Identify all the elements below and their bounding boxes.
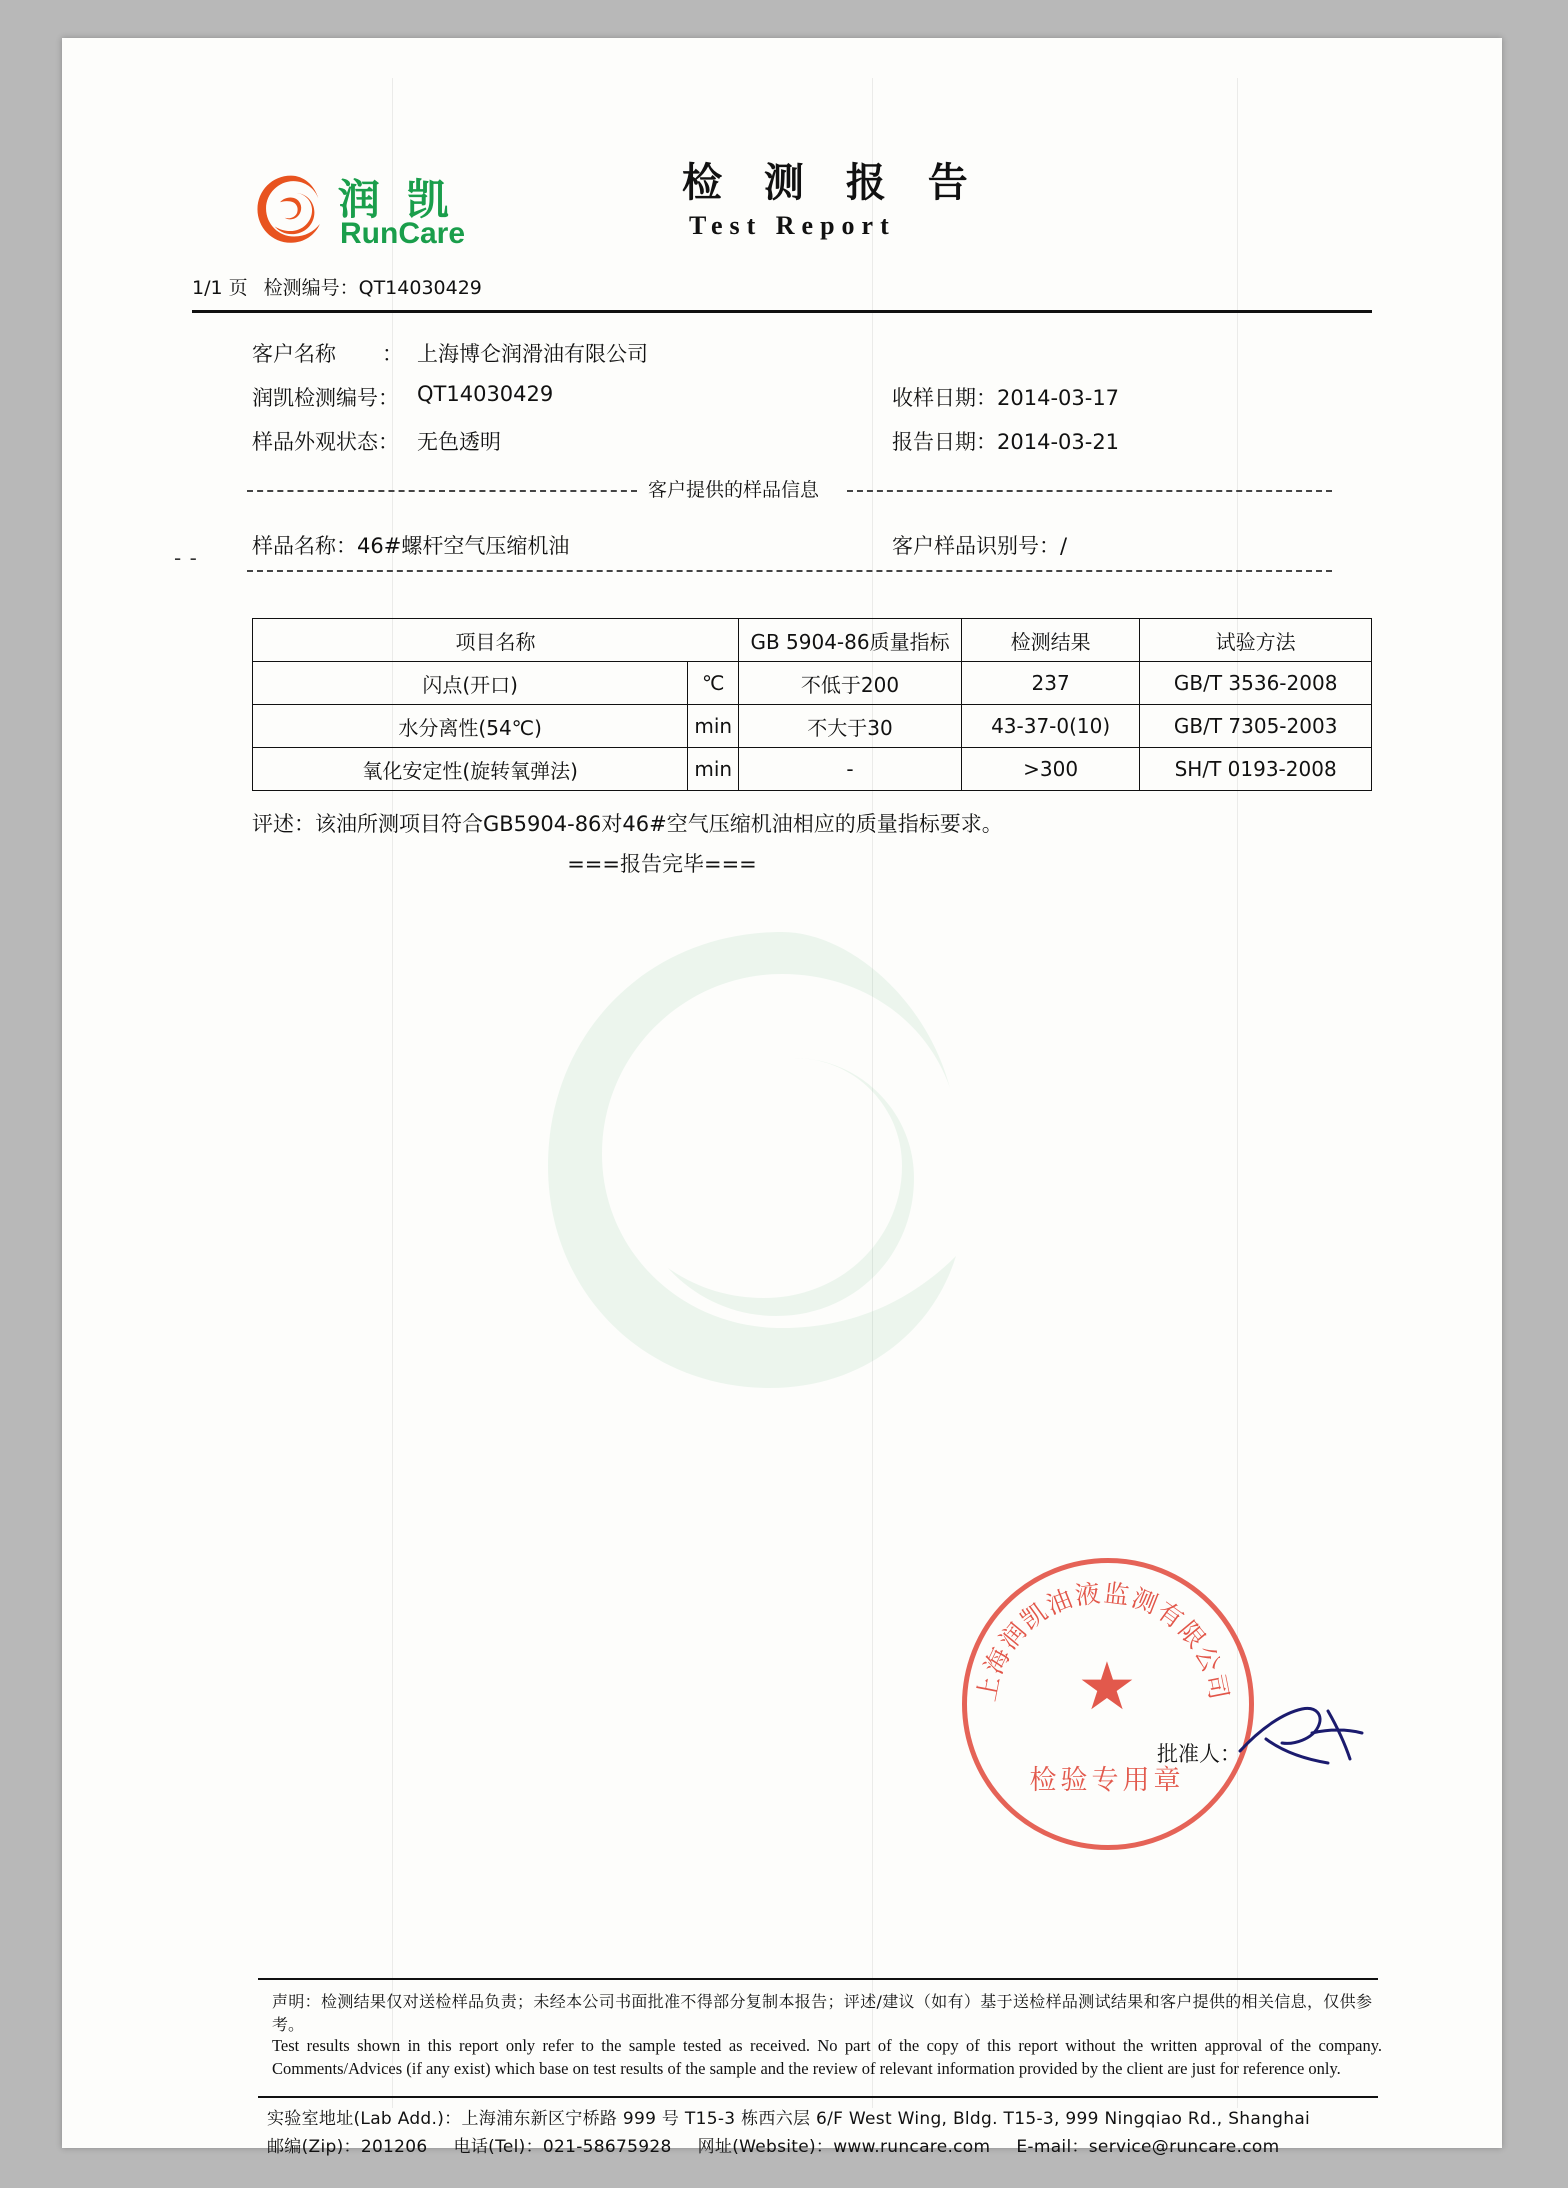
info-row-report-no xyxy=(192,382,1372,426)
left-dash-marks: - - xyxy=(174,546,198,570)
dash-line-top-right xyxy=(847,490,1332,492)
stamp-bottom-text: 检验专用章 xyxy=(1029,1765,1185,1797)
end-of-report-mark: ===报告完毕=== xyxy=(567,852,757,876)
page-title-en: Test Report xyxy=(689,211,896,240)
report-no-value: QT14030429 xyxy=(417,382,554,406)
runcare-logo-icon xyxy=(252,171,330,249)
report-number-header: 检测编号：QT14030429 xyxy=(263,277,482,299)
cell-result: 43-37-0(10) xyxy=(961,705,1139,748)
table-row xyxy=(253,662,1372,705)
info-row-appearance xyxy=(192,426,1372,470)
logo-text-en: RunCare xyxy=(340,217,466,250)
cell-item: 水分离性(54℃) xyxy=(253,705,688,748)
cell-item: 闪点(开口) xyxy=(253,662,688,705)
svg-text:上海润凯油液监测有限公司: 上海润凯油液监测有限公司 xyxy=(971,1578,1235,1704)
customer-colon: ： xyxy=(382,342,403,366)
contact-line xyxy=(267,2132,1279,2157)
cell-method: SH/T 0193-2008 xyxy=(1140,748,1372,791)
zip-code: 邮编(Zip)：201206 xyxy=(267,2137,428,2157)
remark-text: 评述：该油所测项目符合GB5904-86对46#空气压缩机油相应的质量指标要求。 xyxy=(252,812,1003,836)
results-table xyxy=(252,618,1372,791)
customer-value: 上海博仑润滑油有限公司 xyxy=(417,342,648,366)
page-number: 1/1 页 xyxy=(192,277,248,299)
customer-label: 客户名称 xyxy=(252,342,336,366)
cell-spec: 不大于30 xyxy=(739,705,962,748)
cell-unit: min xyxy=(688,705,739,748)
table-row xyxy=(253,705,1372,748)
th-item: 项目名称 xyxy=(253,619,739,662)
lab-address: 实验室地址(Lab Add.)：上海浦东新区宁桥路 999 号 T15-3 栋西六层 6/F West Wing, Bldg. T15-3, 999 Ningqiao Rd., Shanghai xyxy=(267,2109,1311,2129)
report-no-label: 润凯检测编号： xyxy=(252,386,399,410)
email[interactable]: E-mail：service@runcare.com xyxy=(1016,2137,1280,2157)
company-logo xyxy=(252,161,552,271)
page-title-cn: 检 测 报 告 xyxy=(682,160,982,206)
th-method: 试验方法 xyxy=(1140,619,1372,662)
cell-item: 氧化安定性(旋转氧弹法) xyxy=(253,748,688,791)
footer-statement-en: Test results shown in this report only refer to the sample tested as received. No part of the copy of this report without the written approval of the company. Comments/Advices (if any exist) which base on test results of the sample and the review of relevant information provided by the client are just for reference only. xyxy=(272,2036,1382,2079)
report-date: 报告日期：2014-03-21 xyxy=(892,430,1120,454)
info-block xyxy=(192,338,1372,470)
table-row xyxy=(253,748,1372,791)
footer-divider-top xyxy=(258,1978,1378,1980)
report-header xyxy=(192,143,1372,299)
provided-sample-block xyxy=(192,479,1372,600)
dash-line-bottom xyxy=(247,570,1332,572)
dash-line-top-left xyxy=(247,490,637,492)
approver-label: 批准人： xyxy=(1157,1742,1241,1766)
official-stamp xyxy=(962,1558,1252,1848)
table-header-row xyxy=(253,619,1372,662)
th-result: 检测结果 xyxy=(961,619,1139,662)
sample-id: 客户样品识别号：/ xyxy=(892,534,1068,558)
report-paper xyxy=(62,38,1502,2157)
header-divider xyxy=(192,310,1372,313)
page-number-line xyxy=(192,273,482,300)
stamp-star-icon: ★ xyxy=(1077,1648,1137,1723)
cell-unit: ℃ xyxy=(688,662,739,705)
telephone: 电话(Tel)：021-58675928 xyxy=(453,2137,672,2157)
cell-spec: - xyxy=(739,748,962,791)
footer-statement-cn: 声明：检测结果仅对送检样品负责；未经本公司书面批准不得部分复制本报告；评述/建议（如有）基于送检样品测试结果和客户提供的相关信息，仅供参考。 xyxy=(272,1992,1372,2035)
cell-result: 237 xyxy=(961,662,1139,705)
cell-method: GB/T 7305-2003 xyxy=(1140,705,1372,748)
cell-result: >300 xyxy=(961,748,1139,791)
appearance-label: 样品外观状态： xyxy=(252,430,399,454)
info-row-customer xyxy=(192,338,1372,382)
sample-name: 样品名称：46#螺杆空气压缩机油 xyxy=(252,534,570,558)
th-spec: GB 5904-86质量指标 xyxy=(739,619,962,662)
received-date: 收样日期：2014-03-17 xyxy=(892,386,1120,410)
cell-method: GB/T 3536-2008 xyxy=(1140,662,1372,705)
footer-divider-bottom xyxy=(258,2096,1378,2098)
logo-text-cn: 润 凯 xyxy=(338,175,455,224)
cell-unit: min xyxy=(688,748,739,791)
provided-caption: 客户提供的样品信息 xyxy=(642,475,825,502)
website[interactable]: 网址(Website)：www.runcare.com xyxy=(697,2137,991,2157)
cell-spec: 不低于200 xyxy=(739,662,962,705)
watermark-logo xyxy=(482,868,1082,1488)
appearance-value: 无色透明 xyxy=(417,430,501,454)
